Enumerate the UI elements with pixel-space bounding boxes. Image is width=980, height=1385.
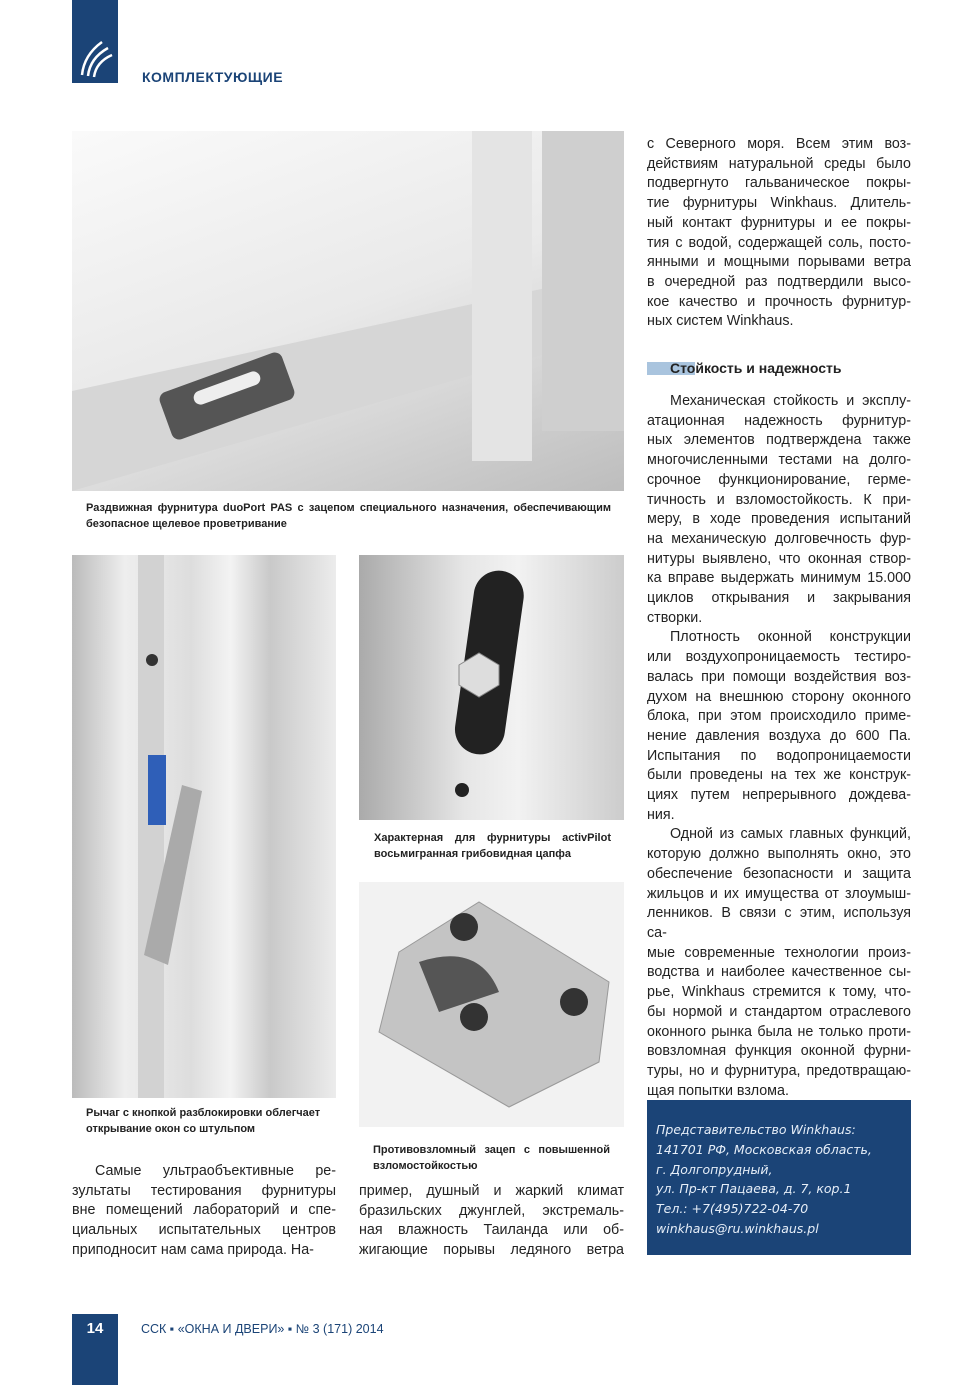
logo-icon (72, 0, 118, 83)
contact-line: Представительство Winkhaus: (656, 1122, 856, 1137)
text-line: Механическая стойкость и эксплу- (670, 393, 911, 409)
text-line: нение давления воздуха до 600 Па. (647, 727, 911, 744)
text-line: которую должно выполнять окно, это (647, 846, 911, 863)
caption-photo3: Характерная для фурнитуры activPilot восьмигранная грибовидная цапфа (374, 832, 611, 860)
text-line: на механическую долговечность фур- (647, 530, 911, 547)
contact-line: г. Долгопрудный, (656, 1161, 773, 1177)
text-line: ка вправе выдержать минимум 15.000 (647, 570, 911, 587)
photo-duoport-hardware (72, 131, 624, 491)
text-line: в очередной раз подтвердили высо- (647, 273, 911, 290)
text-line: Одной из самых главных функций, (670, 826, 911, 843)
text-line: щая попытки взлома. (647, 1082, 789, 1099)
text-line: оконного рынка была не только проти- (647, 1023, 911, 1040)
text-line: циях путем непрерывного дождева- (647, 787, 911, 804)
text-line: пример, душный и жаркий климат (359, 1183, 624, 1199)
text-line: Испытания по водопроницаемости (647, 747, 911, 764)
logo (72, 0, 118, 83)
text-line: циклов открывания и закрывания (647, 590, 911, 607)
text-line: вне помещений лабораторий и спе- (72, 1202, 336, 1219)
text-line: мые современные технологии произ- (647, 944, 911, 961)
body-column-3-intro (647, 135, 911, 332)
text-line: многочисленными тестами на долго- (647, 452, 911, 469)
body-column-3 (647, 392, 911, 1101)
text-line: Плотность оконной конструкции (670, 629, 911, 646)
footer-issue: ССК ▪ «ОКНА И ДВЕРИ» ▪ № 3 (171) 2014 (141, 1322, 384, 1336)
text-line: тие фурнитуры Winkhaus. Длитель- (647, 195, 911, 212)
text-line: были проведены на тех же конструк- (647, 767, 911, 784)
text-line: действиям натуральной среды было (647, 155, 911, 172)
text-line: обеспечение безопасности и защита (647, 865, 911, 882)
text-line: срочное функционирование, герме- (647, 471, 911, 488)
text-line: жильцов и их имущества от злоумыш- (647, 885, 911, 902)
text-line: циальных испытательных центров (72, 1222, 336, 1239)
text-line: ная влажность Таиланда или об- (359, 1222, 624, 1239)
text-line: рье, Winkhaus стремится к тому, что- (647, 984, 911, 1001)
photo-lever-handle (72, 555, 336, 1098)
section-title: КОМПЛЕКТУЮЩИЕ (142, 69, 284, 85)
text-line: ных систем Winkhaus. (647, 313, 794, 330)
text-line: духом на внешнюю сторону оконного (647, 688, 911, 705)
subheading-text: Стойкость и надежность (670, 360, 842, 376)
contact-box (647, 1100, 911, 1255)
contact-line: 141701 РФ, Московская область, (656, 1141, 872, 1157)
text-line: или воздухопроницаемость тестиро- (647, 649, 911, 666)
text-line: туры, но и фурнитура, предотвращаю- (647, 1062, 911, 1079)
text-line: тичность и взломостойкость. К при- (647, 491, 911, 508)
body-column-2 (359, 1182, 624, 1261)
text-line: приподносит нам сама природа. На- (72, 1241, 314, 1258)
text-line: ленников. В связи с этим, используя са- (647, 905, 911, 941)
text-line: зультаты тестирования фурнитуры (72, 1182, 336, 1199)
caption-photo1: Раздвижная фурнитура duoPort PAS с зацепом специального назначения, обеспечивающим безопасное щелевое проветривание (86, 502, 611, 530)
contact-email: winkhaus@ru.winkhaus.pl (656, 1220, 819, 1236)
text-line: блока, при этом происходило приме- (647, 708, 911, 725)
text-line: меру, в ходе проведения испытаний (647, 511, 911, 528)
text-line: янными и мощными порывами ветра (647, 254, 911, 271)
text-line: валась при помощи воздействия воз- (647, 668, 911, 685)
body-column-1 (72, 1162, 336, 1261)
text-line: тия с водой, содержащей соль, посто- (647, 234, 911, 251)
text-line: Самые ультраобъективные ре- (95, 1163, 336, 1179)
text-line: с Северного моря. Всем этим воз- (647, 136, 911, 152)
text-line: ных элементов подтверждена также (647, 432, 911, 449)
text-line: атационная надежность фурнитур- (647, 412, 911, 429)
contact-phone: Тел.: +7(495)722-04-70 (656, 1201, 809, 1217)
caption-photo2: Рычаг с кнопкой разблокировки облегчает открывание окон со штульпом (86, 1107, 321, 1135)
text-line: бы нормой и стандартом отраслевого (647, 1003, 911, 1020)
text-line: нитуры выявлено, что оконная створ- (647, 550, 911, 567)
photo-mushroom-cam (359, 555, 624, 820)
text-line: вовзломная функция оконной фурни- (647, 1043, 911, 1060)
page-number: 14 (72, 1314, 118, 1385)
subheading (647, 360, 912, 380)
caption-photo4: Противовзломный зацеп с повышенной взломостойкостью (373, 1144, 610, 1172)
text-line: жигающие порывы ледяного ветра (359, 1242, 624, 1259)
text-line: створки. (647, 609, 703, 626)
text-line: ный контакт фурнитуры и ее покры- (647, 214, 911, 231)
contact-line: ул. Пр-кт Пацаева, д. 7, кор.1 (656, 1181, 852, 1197)
text-line: ния. (647, 806, 675, 823)
text-line: водства и наиболее качественное сы- (647, 964, 911, 981)
text-line: подвергнуто гальваническое покры- (647, 175, 911, 192)
text-line: бразильских джунглей, экстремаль- (359, 1202, 624, 1219)
photo-security-keeper (359, 882, 624, 1127)
text-line: кое качество и прочность фурнитур- (647, 293, 911, 310)
